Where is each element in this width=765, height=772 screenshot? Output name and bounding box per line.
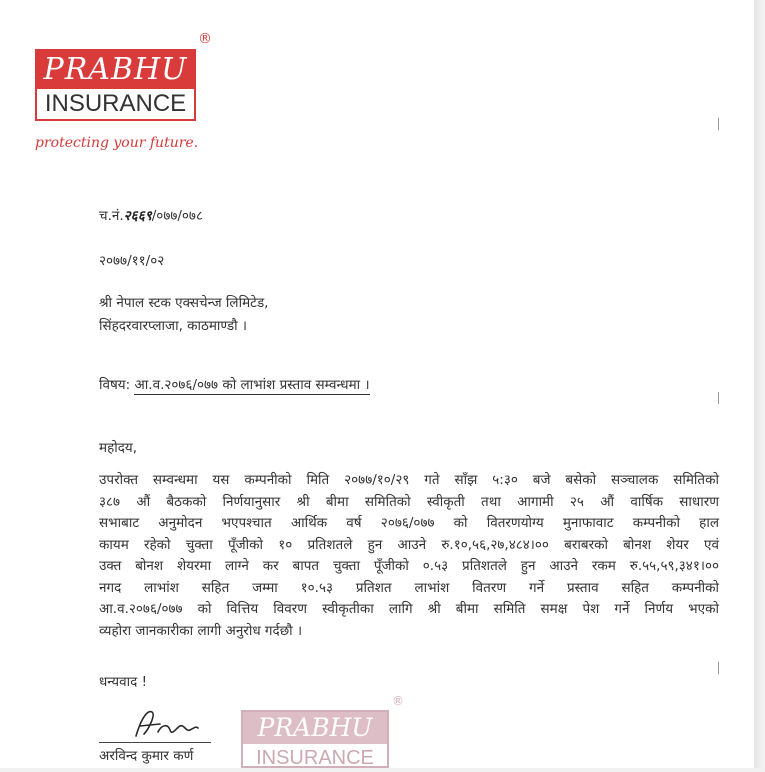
body-paragraph (99, 470, 719, 642)
signatory-name: अरविन्द कुमार कर्ण (99, 748, 194, 764)
margin-mark (718, 392, 719, 404)
margin-mark (718, 118, 719, 130)
salutation: महोदय, (99, 440, 138, 456)
body-line: आ.व.२०७६/०७७ को वित्तिय विवरण स्वीकृतीका लागि श्री बीमा समिति समक्ष पेश गर्ने निर्णय भएको (99, 601, 719, 617)
reference-suffix: /०७७/०७८ (151, 208, 203, 224)
stamp-brand-text: PRABHU (243, 712, 387, 744)
body-line: व्यहोरा जानकारीका लागी अनुरोध गर्दछौ । (99, 622, 303, 639)
body-line: उपरोक्त सम्वन्धमा यस कम्पनीको मिति २०७७/१०/२९ गते साँझ ५:३० बजे बसेको सञ्चालक समितिको (99, 472, 719, 488)
stamp-insurance-text: INSURANCE (256, 747, 374, 769)
body-line: कायम रहेको चुक्ता पूँजीको १० प्रतिशतले हुन आउने रु.१०,५६,२७,४८४।०० बराबरको बोनश शेयर एवं (99, 536, 719, 553)
body-line: उक्त बोनश शेयरमा लाग्ने कर बापत चुक्ता पूँजीको ०.५३ प्रतिशतले हुन आउने रकम रु.५५,५९,३४१।०० (99, 558, 719, 574)
reference-handwritten-number: २६६९ (123, 208, 152, 224)
reference-number (99, 206, 203, 224)
signature-line (99, 742, 211, 743)
subject-text: आ.व.२०७६/०७७ को लाभांश प्रस्ताव सम्वन्धमा । (134, 377, 370, 393)
letter-date: २०७७/११/०२ (99, 253, 165, 269)
subject-label: विषय: (99, 377, 131, 393)
company-stamp (241, 710, 389, 768)
body-line: ३८७ औं बैठकको निर्णयानुसार श्री बीमा समितिको स्वीकृती तथा आगामी २५ औं वार्षिक साधारण (99, 493, 719, 510)
registered-mark: ® (198, 31, 212, 47)
body-line: सभाबाट अनुमोदन भएपश्चात आर्थिक वर्ष २०७६/०७७ को वितरणयोग्य मुनाफावाट कम्पनीको हाल (99, 515, 719, 531)
closing-thanks: धन्यवाद ! (99, 674, 147, 690)
stamp-registered-mark: ® (392, 694, 404, 708)
logo-brand-text: PRABHU (37, 51, 194, 89)
recipient-line-1: श्री नेपाल स्टक एक्सचेन्ज लिमिटेड, (99, 295, 269, 311)
body-line: नगद लाभांश सहित जम्मा १०.५३ प्रतिशत लाभांश वितरण गर्ने प्रस्ताव सहित कम्पनीको (99, 579, 719, 596)
page-edge-shadow (754, 0, 765, 768)
reference-prefix: च.नं. (99, 208, 124, 224)
handwritten-signature (130, 706, 200, 742)
company-logo (35, 49, 196, 121)
subject-line (99, 375, 370, 393)
margin-mark (718, 662, 719, 674)
logo-insurance-text: INSURANCE (44, 90, 187, 117)
recipient-line-2: सिंहदरवारप्लाजा, काठमाण्डौ । (99, 318, 247, 334)
company-tagline: protecting your future. (35, 135, 199, 151)
